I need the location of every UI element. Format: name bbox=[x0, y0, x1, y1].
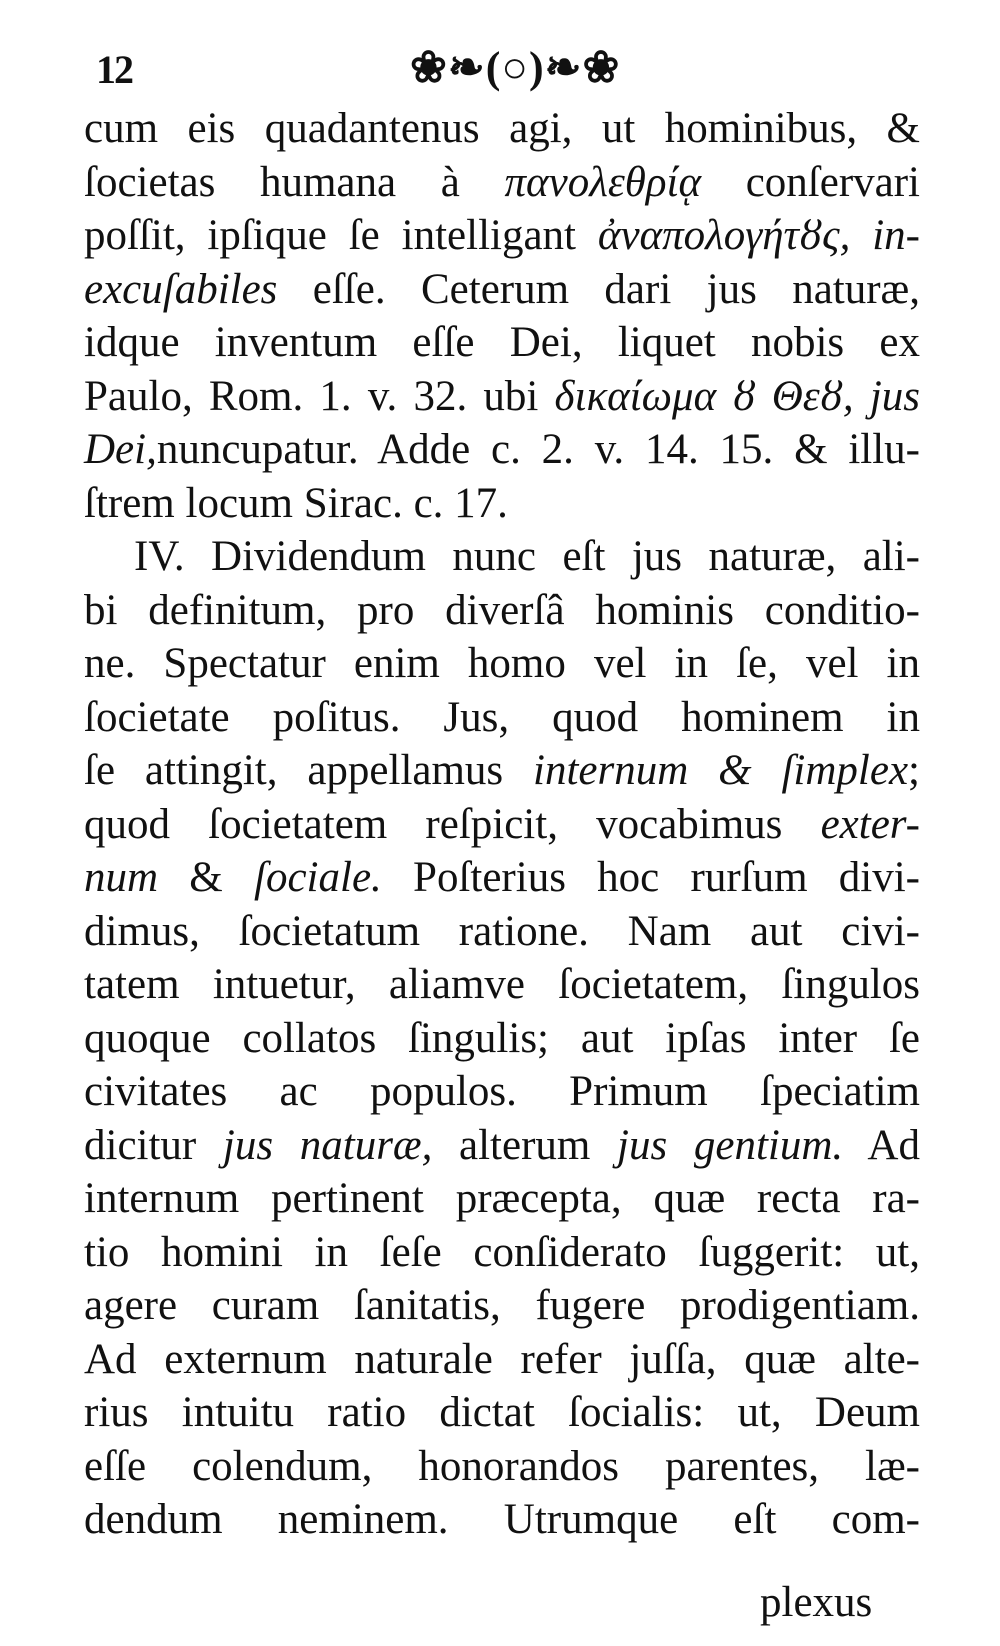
text-line bbox=[84, 798, 920, 852]
text-line bbox=[84, 156, 920, 210]
text-run: nuncupatur. Adde c. 2. v. 14. 15. & illu- bbox=[156, 426, 920, 473]
text-run: idque inventum eſſe Dei, liquet nobis ex bbox=[84, 319, 920, 366]
text-line bbox=[84, 316, 920, 370]
header-ornament-icon: ❀❧(○)❧❀ bbox=[410, 43, 621, 92]
italic-run: ſociale. bbox=[254, 854, 382, 901]
text-run: rius intuitu ratio dictat ſocialis: ut, Deum bbox=[84, 1389, 920, 1436]
text-run: Paulo, Rom. 1. v. 32. ubi bbox=[84, 372, 555, 420]
text-line bbox=[84, 1119, 920, 1173]
text-line bbox=[84, 905, 920, 959]
text-run: alterum bbox=[432, 1121, 618, 1169]
text-line bbox=[84, 744, 920, 798]
text-run: Ad externum naturale refer juſſa, quæ alte- bbox=[84, 1335, 920, 1383]
text-line bbox=[84, 1440, 920, 1494]
text-line bbox=[84, 1012, 920, 1066]
text-run: ſocietate poſitus. Jus, quod hominem in bbox=[84, 693, 920, 741]
italic-run: Dei, bbox=[84, 426, 157, 473]
text-run: ſe attingit, appellamus bbox=[84, 747, 534, 794]
text-run: ne. Spectatur enim homo vel in ſe, vel in bbox=[84, 640, 920, 687]
text-run: eſſe colendum, honorandos parentes, læ- bbox=[84, 1442, 920, 1490]
text-run: cum eis quadantenus agi, ut hominibus, & bbox=[84, 105, 920, 152]
italic-run: jus gentium. bbox=[617, 1121, 844, 1169]
text-run: Ad bbox=[843, 1121, 920, 1169]
text-line bbox=[84, 102, 920, 156]
italic-run: num bbox=[84, 854, 159, 901]
text-line bbox=[84, 530, 920, 584]
text-run: ; bbox=[908, 747, 920, 794]
text-run: ſtrem locum Sirac. c. 17. bbox=[84, 479, 508, 527]
text-line bbox=[84, 370, 920, 424]
text-run: IV. Dividendum nunc eſt jus naturæ, ali- bbox=[134, 533, 920, 580]
text-run: dimus, ſocietatum ratione. Nam aut civi- bbox=[84, 907, 920, 955]
text-line bbox=[84, 851, 920, 905]
text-line bbox=[84, 1386, 920, 1440]
text-run: internum pertinent præcepta, quæ recta ra- bbox=[84, 1175, 920, 1222]
text-run: agere curam ſanitatis, fugere prodigentiam. bbox=[84, 1282, 920, 1329]
italic-run: δικαίωμα ȣ Θεȣ, jus bbox=[554, 372, 920, 420]
text-run: quoque collatos ſingulis; aut ipſas inter ſe bbox=[84, 1014, 920, 1062]
text-line bbox=[84, 423, 920, 477]
italic-run: excuſabiles bbox=[84, 265, 278, 313]
text-line bbox=[84, 1065, 920, 1119]
text-line bbox=[84, 209, 920, 263]
text-run: & bbox=[158, 854, 255, 901]
text-run: eſſe. Ceterum dari jus naturæ, bbox=[277, 265, 920, 313]
text-run: poſſit, ipſique ſe intelligant bbox=[84, 212, 598, 259]
text-line bbox=[84, 958, 920, 1012]
text-run: dendum neminem. Utrumque eſt com- bbox=[84, 1496, 920, 1543]
text-run: civitates ac populos. Primum ſpeciatim bbox=[84, 1068, 920, 1115]
italic-run: internum & ſimplex bbox=[533, 747, 909, 794]
page-number: 12 bbox=[96, 47, 132, 92]
text-line bbox=[84, 1493, 920, 1547]
body-text bbox=[84, 102, 920, 1547]
text-run: ſocietas humana à bbox=[84, 158, 505, 206]
text-run: dicitur bbox=[84, 1121, 223, 1169]
italic-run: πανολεθρίᾳ bbox=[504, 158, 702, 206]
text-line bbox=[84, 263, 920, 317]
text-line bbox=[84, 477, 920, 531]
text-run: tatem intuetur, aliamve ſocietatem, ſingulos bbox=[84, 961, 920, 1008]
text-run: Poſterius hoc rurſum divi- bbox=[381, 854, 920, 901]
text-run: tio homini in ſeſe conſiderato ſuggerit: ut, bbox=[84, 1228, 920, 1276]
text-line bbox=[84, 584, 920, 638]
text-line bbox=[84, 1226, 920, 1280]
catchword: plexus bbox=[760, 1579, 873, 1626]
italic-run: exter- bbox=[820, 800, 920, 848]
italic-run: ἀναπολογήτȣς, in- bbox=[597, 212, 920, 259]
italic-run: jus naturæ, bbox=[222, 1121, 433, 1169]
text-line bbox=[84, 637, 920, 691]
text-run: bi definitum, pro diverſâ hominis conditio- bbox=[84, 586, 920, 634]
text-line bbox=[84, 691, 920, 745]
text-line bbox=[84, 1279, 920, 1333]
text-line bbox=[84, 1333, 920, 1387]
text-run: conſervari bbox=[701, 158, 920, 206]
text-line bbox=[84, 1172, 920, 1226]
text-run: quod ſocietatem reſpicit, vocabimus bbox=[84, 800, 821, 848]
running-header bbox=[90, 40, 920, 100]
